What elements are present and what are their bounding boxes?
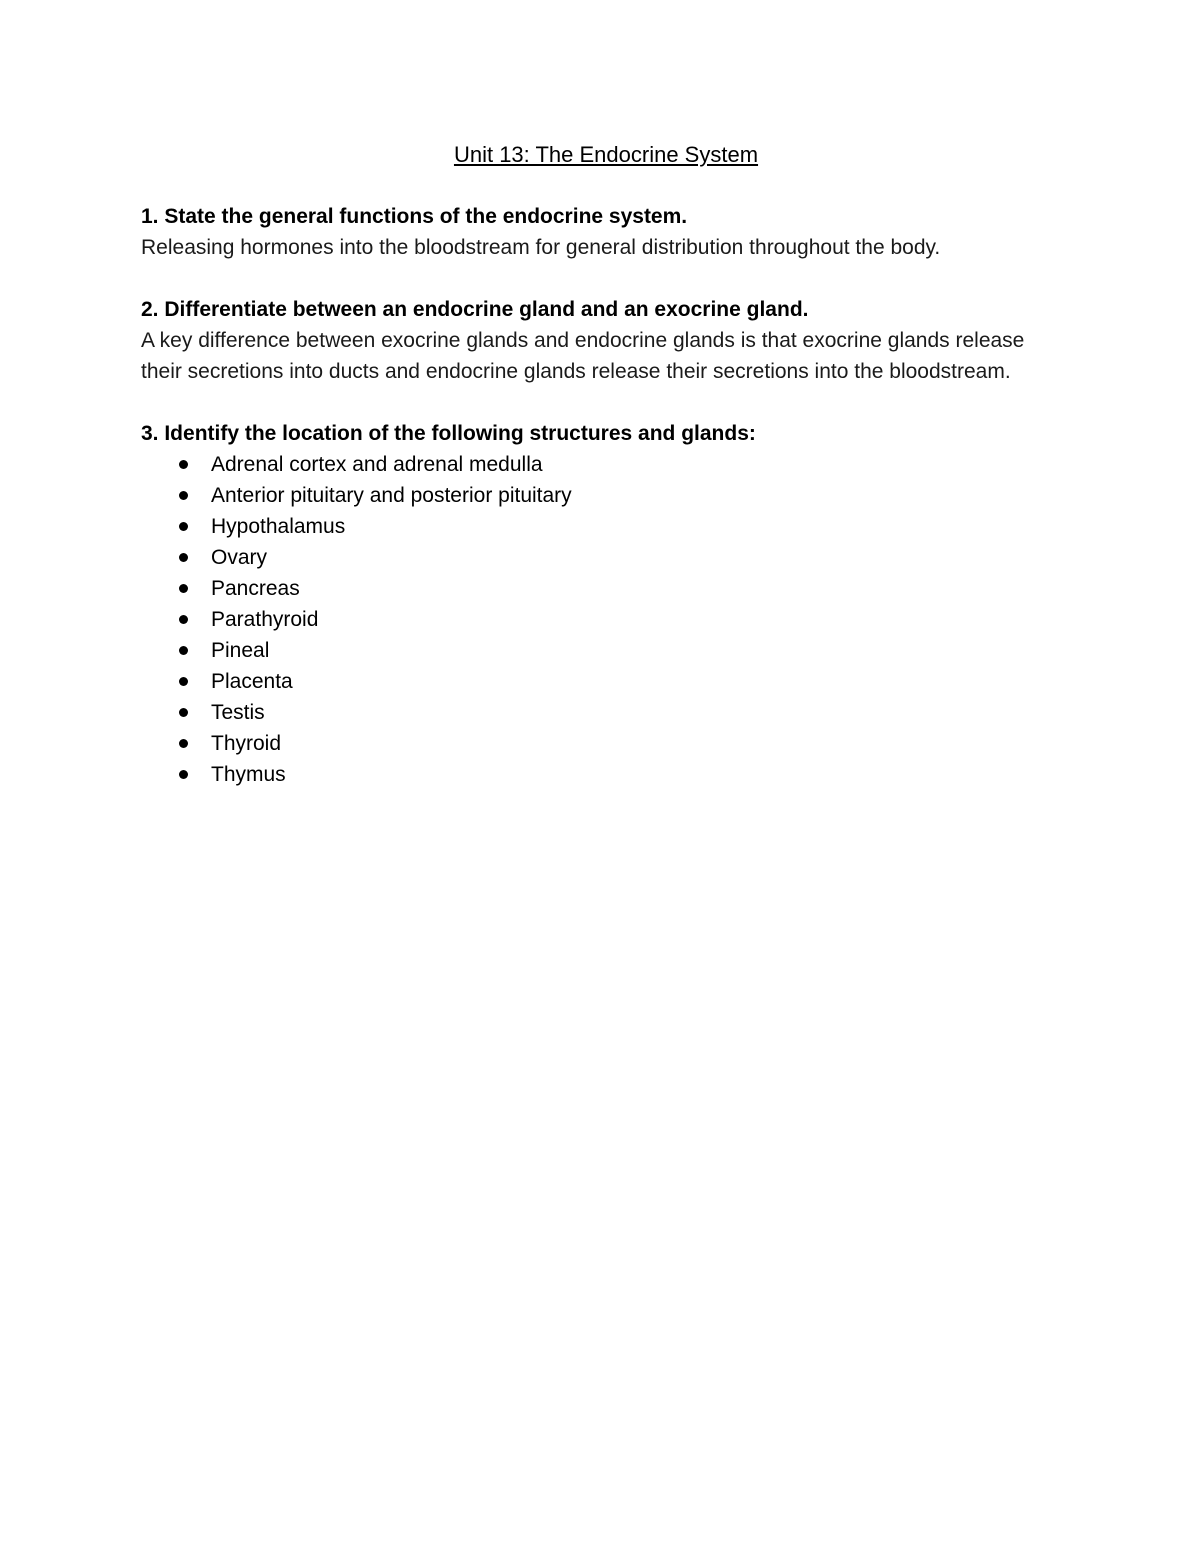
list-item xyxy=(141,666,1071,697)
list-item-text: Thyroid xyxy=(211,732,282,755)
list-item xyxy=(141,697,1071,728)
question-3: 3. Identify the location of the following structures and glands: xyxy=(141,422,756,445)
list-item xyxy=(141,604,1071,635)
answer-2: A key difference between exocrine glands and endocrine glands is that exocrine glands release their secretions into ducts and endocrine glands release their secretions into the bloodstream. xyxy=(141,329,1025,383)
question-2: 2. Differentiate between an endocrine gland and an exocrine gland. xyxy=(141,298,809,321)
list-item-text: Thymus xyxy=(211,763,286,786)
list-item xyxy=(141,573,1071,604)
list-item xyxy=(141,480,1071,511)
document-title: Unit 13: The Endocrine System xyxy=(453,142,759,167)
list-item xyxy=(141,635,1071,666)
question-section-2 xyxy=(141,294,1071,387)
bullet-icon xyxy=(179,739,188,748)
list-item-text: Testis xyxy=(211,701,265,724)
list-item-text: Pancreas xyxy=(211,577,300,600)
bullet-icon xyxy=(179,646,188,655)
bullet-icon xyxy=(179,460,188,469)
structures-list xyxy=(141,449,1071,790)
list-item xyxy=(141,759,1071,790)
bullet-icon xyxy=(179,522,188,531)
list-item-text: Anterior pituitary and posterior pituitary xyxy=(211,484,572,507)
document-page xyxy=(141,138,1071,821)
list-item xyxy=(141,511,1071,542)
question-section-3 xyxy=(141,418,1071,790)
list-item-text: Ovary xyxy=(211,546,268,569)
bullet-icon xyxy=(179,770,188,779)
bullet-icon xyxy=(179,584,188,593)
bullet-icon xyxy=(179,491,188,500)
list-item xyxy=(141,449,1071,480)
list-item-text: Hypothalamus xyxy=(211,515,346,538)
bullet-icon xyxy=(179,708,188,717)
answer-1: Releasing hormones into the bloodstream for general distribution throughout the body. xyxy=(141,236,941,259)
bullet-icon xyxy=(179,677,188,686)
list-item-text: Pineal xyxy=(211,639,270,662)
list-item-text: Adrenal cortex and adrenal medulla xyxy=(211,453,543,476)
bullet-icon xyxy=(179,615,188,624)
list-item xyxy=(141,728,1071,759)
list-item-text: Parathyroid xyxy=(211,608,319,631)
bullet-icon xyxy=(179,553,188,562)
question-1: 1. State the general functions of the endocrine system. xyxy=(141,205,688,228)
list-item xyxy=(141,542,1071,573)
question-section-1 xyxy=(141,201,1071,263)
list-item-text: Placenta xyxy=(211,670,293,693)
